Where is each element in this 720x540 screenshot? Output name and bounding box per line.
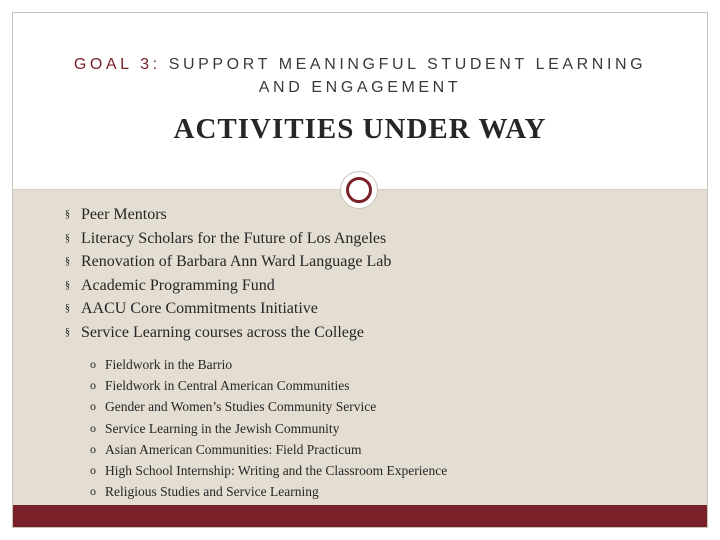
bullet-icon: o — [90, 463, 96, 478]
bullet-icon: § — [65, 279, 70, 291]
bullet-icon: o — [90, 399, 96, 414]
goal-text: SUPPORT MEANINGFUL STUDENT LEARNING — [160, 56, 647, 73]
activity-item-text: Literacy Scholars for the Future of Los Angeles — [81, 229, 387, 247]
activities-list — [65, 203, 391, 344]
service-learning-item — [90, 375, 447, 396]
service-learning-item — [90, 396, 447, 417]
service-learning-item-text: Fieldwork in Central American Communities — [105, 378, 350, 394]
activity-item-text: Renovation of Barbara Ann Ward Language Lab — [81, 253, 392, 270]
activity-item-text: Peer Mentors — [81, 206, 167, 223]
activity-item — [65, 297, 391, 321]
activity-item — [65, 227, 391, 251]
service-learning-item — [90, 460, 447, 481]
activity-item — [65, 321, 391, 345]
service-learning-sublist — [90, 354, 447, 502]
circle-ornament-inner — [346, 177, 372, 203]
service-learning-item-text: Fieldwork in the Barrio — [105, 357, 233, 372]
activity-item-text: AACU Core Commitments Initiative — [81, 300, 318, 317]
service-learning-item-text: High School Internship: Writing and the Classroom Experience — [105, 463, 448, 479]
activity-item-text: Service Learning courses across the College — [81, 323, 365, 341]
activity-item — [65, 274, 391, 298]
goal-heading-line-1 — [13, 53, 707, 76]
service-learning-item-text: Gender and Women’s Studies Community Service — [105, 399, 377, 415]
service-learning-item — [90, 481, 447, 502]
bullet-icon: o — [90, 378, 96, 393]
service-learning-item — [90, 418, 447, 439]
bullet-icon: § — [65, 209, 70, 220]
bullet-icon: o — [90, 441, 96, 456]
bullet-icon: o — [90, 357, 96, 371]
title-panel — [13, 13, 707, 189]
slide — [12, 12, 708, 528]
service-learning-item — [90, 354, 447, 375]
bullet-icon: § — [65, 326, 70, 338]
service-learning-item-text: Religious Studies and Service Learning — [105, 484, 319, 500]
service-learning-item — [90, 439, 447, 460]
bullet-icon: § — [65, 232, 70, 244]
slide-title: ACTIVITIES UNDER WAY — [173, 113, 547, 145]
service-learning-item-text: Service Learning in the Jewish Community — [105, 420, 340, 436]
bullet-icon: o — [90, 484, 96, 499]
goal-number: GOAL 3: — [73, 56, 161, 73]
footer-bar — [13, 505, 707, 527]
service-learning-item-text: Asian American Communities: Field Practicum — [105, 441, 362, 457]
bullet-icon: § — [65, 256, 70, 267]
bullet-icon: o — [90, 420, 96, 435]
goal-heading — [13, 53, 707, 99]
activity-item — [65, 203, 391, 227]
activity-item-text: Academic Programming Fund — [81, 276, 275, 294]
goal-heading-line-2: AND ENGAGEMENT — [258, 79, 462, 96]
activity-item — [65, 250, 391, 274]
bullet-icon: § — [65, 303, 70, 314]
